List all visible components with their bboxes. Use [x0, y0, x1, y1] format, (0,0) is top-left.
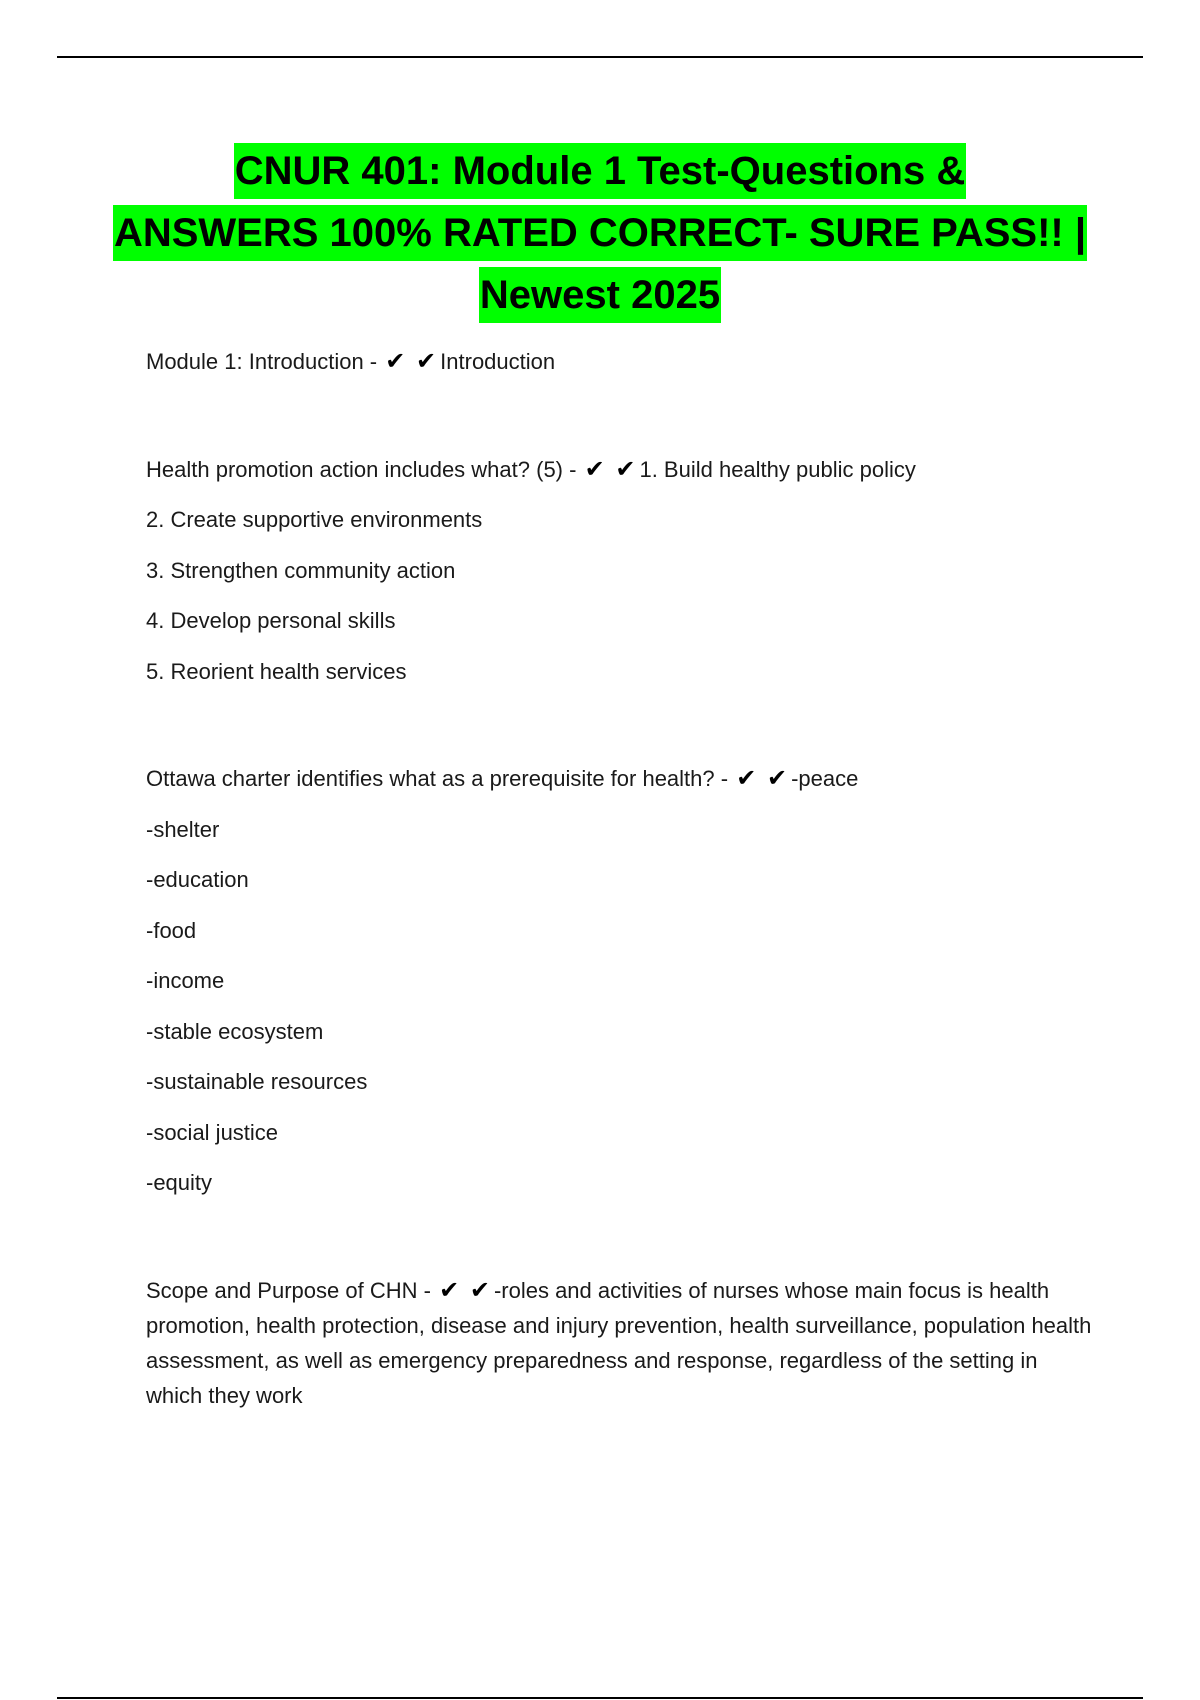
document-title: [100, 140, 1100, 326]
qa-content: [146, 344, 1096, 1413]
header-rule: [57, 56, 1143, 58]
answer-text: -peace: [791, 766, 859, 791]
question-text: Scope and Purpose of CHN -: [146, 1277, 431, 1303]
answer-line: 2. Create supportive environments: [146, 507, 483, 532]
question-text: Ottawa charter identifies what as a prerequisite for health? -: [146, 766, 729, 791]
double-check-icon: ✔ ✔: [584, 455, 638, 483]
answer-line: 3. Strengthen community action: [146, 557, 456, 583]
answer-line: -education: [146, 867, 249, 892]
question-text: Health promotion action includes what? (5) -: [146, 456, 577, 482]
answer-line: -social justice: [146, 1119, 279, 1145]
question-text: Module 1: Introduction -: [146, 349, 378, 374]
title-line-2: ANSWERS 100% RATED CORRECT- SURE PASS!! |: [113, 205, 1087, 261]
answer-line: -sustainable resources: [146, 1069, 368, 1094]
answer-line: -stable ecosystem: [146, 1018, 324, 1044]
answer-line: -income: [146, 968, 225, 993]
answer-line: 4. Develop personal skills: [146, 608, 396, 633]
answer-text: 1. Build healthy public policy: [639, 456, 916, 482]
qa-item: [146, 452, 1096, 503]
answer-text: -roles and activities of nurses whose main focus is health promotion, health protection, disease and injury prevention, health surveillance, population health assessment, as well as emergency preparedness and response, regardless of the setting in which they work: [146, 1277, 1092, 1408]
answer-text: Introduction: [440, 349, 556, 374]
double-check-icon: ✔ ✔: [385, 348, 439, 375]
qa-item: [146, 1273, 1096, 1413]
double-check-icon: ✔ ✔: [439, 1276, 492, 1304]
answer-line: 5. Reorient health services: [146, 658, 407, 684]
qa-item: [146, 761, 1096, 812]
answer-line: -equity: [146, 1170, 213, 1195]
footer-rule: [57, 1697, 1143, 1699]
title-line-3: Newest 2025: [479, 267, 721, 323]
title-line-1: CNUR 401: Module 1 Test-Questions &: [234, 143, 966, 199]
qa-item: [146, 344, 1096, 395]
answer-line: -shelter: [146, 816, 220, 842]
answer-line: -food: [146, 917, 197, 943]
double-check-icon: ✔ ✔: [736, 765, 790, 792]
